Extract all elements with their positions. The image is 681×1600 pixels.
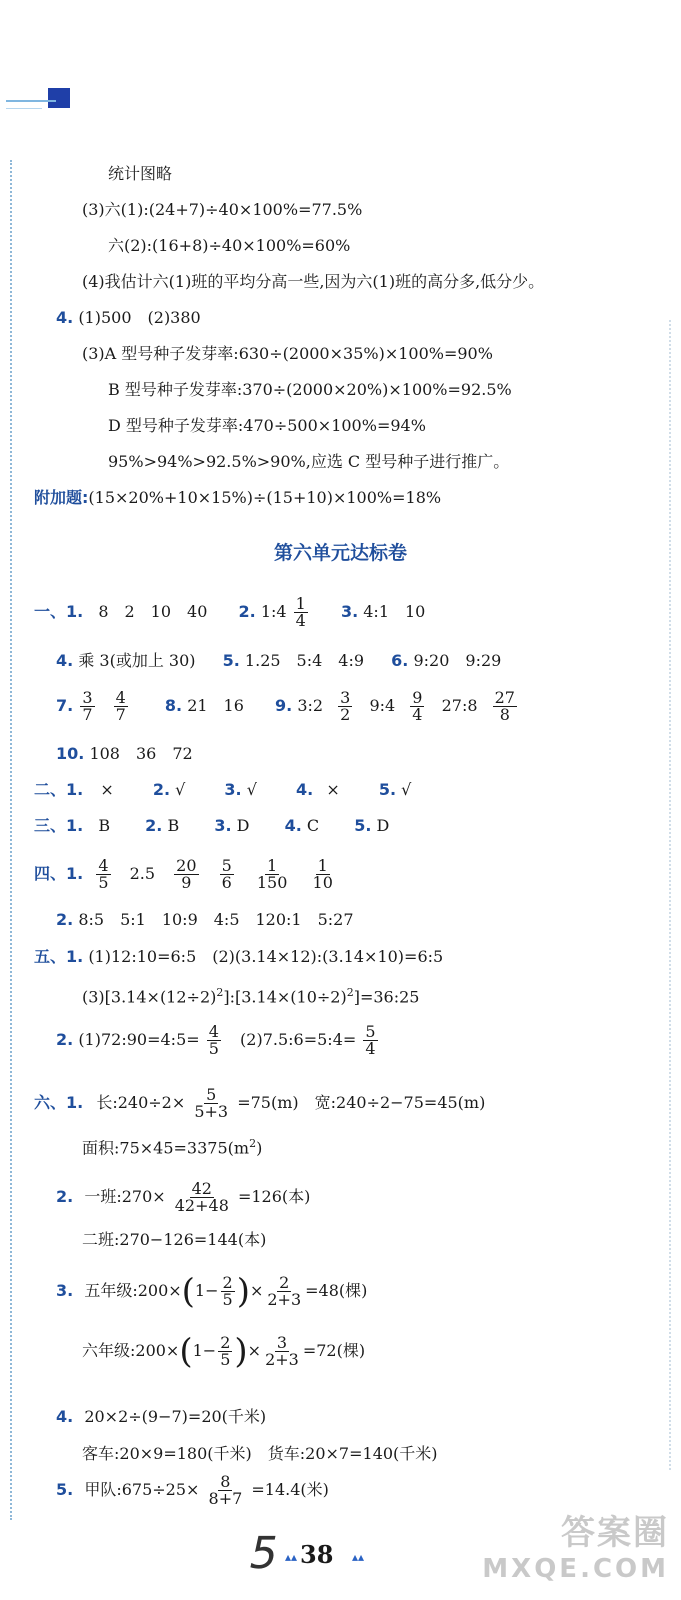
answer-text: 六年级:200×: [82, 1341, 180, 1360]
answer-text: √: [175, 780, 186, 799]
question-number: 3.: [340, 602, 359, 621]
answer-text: ×: [247, 1341, 262, 1360]
fraction: [221, 1275, 235, 1308]
numerator: 1: [267, 856, 278, 875]
answer-text: =14.4(米): [251, 1480, 329, 1499]
numerator: 1: [317, 856, 328, 875]
text-line: (4)我估计六(1)班的平均分高一些,因为六(1)班的高分多,低分少。: [82, 272, 545, 291]
fraction: [80, 690, 94, 723]
fraction: [218, 1335, 232, 1368]
left-paren: (: [181, 1271, 195, 1312]
question-number: 2.: [152, 780, 171, 799]
question-number: 2.: [56, 1187, 74, 1206]
watermark: [482, 1505, 669, 1584]
answer-row: [82, 1229, 266, 1251]
bonus-label: 附加题:: [34, 488, 89, 507]
denominator: 150: [256, 873, 288, 892]
denominator: 2: [340, 705, 351, 724]
fraction: [338, 690, 352, 723]
answer-text: 2.5: [129, 864, 156, 883]
fraction: [255, 858, 290, 891]
answer-text: (1)500 (2)380: [78, 308, 201, 327]
text-line: 统计图略: [108, 164, 173, 183]
denominator: 2+3: [267, 1290, 302, 1309]
text-line: B 型号种子发芽率:370÷(2000×20%)×100%=92.5%: [108, 380, 512, 399]
answer-row: [82, 1443, 438, 1465]
fraction: [173, 1181, 231, 1214]
answer-text: 1:4: [260, 602, 287, 621]
handwritten-mark: 5: [244, 1528, 284, 1579]
superscript: 2: [216, 986, 224, 999]
text-line: 六(2):(16+8)÷40×100%=60%: [108, 236, 351, 255]
fraction: [263, 1335, 301, 1368]
answer-text: =126(本): [237, 1187, 311, 1206]
answer-row: [34, 815, 389, 837]
answer-text: D: [376, 816, 390, 835]
question-number: 2.: [238, 602, 256, 621]
answer-row: [56, 1474, 329, 1507]
fraction: [96, 858, 110, 891]
bonus-row: [34, 487, 441, 509]
numerator: 3: [276, 1333, 288, 1352]
fraction: [265, 1275, 303, 1308]
question-number: 7.: [56, 696, 74, 715]
question-number: 5.: [378, 780, 397, 799]
numerator: 4: [208, 1022, 219, 1041]
answer-row: [82, 1133, 262, 1159]
watermark-logo: 答案圈: [561, 1513, 669, 1553]
denominator: 7: [82, 705, 93, 724]
answer-text: 乘 3(或加上 30): [78, 651, 196, 670]
page-number: 38: [300, 1540, 334, 1569]
answer-text: 长:240÷2×: [96, 1093, 186, 1112]
denominator: 42+48: [174, 1196, 229, 1215]
denominator: 10: [312, 873, 333, 892]
answer-text: ): [256, 1138, 263, 1158]
denominator: 6: [221, 873, 232, 892]
numerator: 3: [340, 688, 351, 707]
right-paren: ): [236, 1271, 250, 1312]
answer-row: [56, 1181, 310, 1214]
section-label: 四、1.: [34, 864, 84, 883]
section-label: 三、1.: [34, 816, 84, 835]
denominator: 7: [115, 705, 126, 724]
fraction: [192, 1087, 230, 1120]
numerator: 9: [412, 688, 423, 707]
answer-text: (2)7.5:6=5:4=: [240, 1030, 357, 1049]
numerator: 2: [220, 1333, 231, 1352]
fraction: [311, 858, 335, 891]
text-line: D 型号种子发芽率:470÷500×100%=94%: [108, 416, 426, 435]
numerator: 4: [98, 856, 109, 875]
superscript: 2: [249, 1137, 257, 1150]
decoration-icon: ▴▴: [352, 1550, 365, 1564]
answer-row: [34, 946, 443, 968]
section-title: 第六单元达标卷: [273, 542, 407, 564]
answer-row: [34, 596, 425, 629]
answer-row: [56, 909, 354, 931]
answer-text: √: [246, 780, 257, 799]
answer-text: =72(棵): [302, 1341, 366, 1360]
bonus-text: (15×20%+10×15%)÷(15+10)×100%=18%: [88, 488, 442, 507]
question-number: 4.: [56, 651, 74, 670]
question-number: 2.: [56, 1030, 74, 1049]
answer-text: ×: [326, 780, 340, 799]
answer-row: [56, 743, 193, 765]
question-number: 4.: [296, 780, 314, 799]
numerator: 3: [82, 688, 93, 707]
answer-text: 108 36 72: [89, 744, 193, 763]
answer-text: (3)[3.14×(12÷2): [82, 987, 217, 1007]
answer-text: 1−: [192, 1341, 217, 1360]
answer-text: 面积:75×45=3375(m: [82, 1138, 250, 1158]
answer-text: 20×2÷(9−7)=20(千米): [84, 1407, 267, 1426]
decoration-icon: ▴▴: [285, 1550, 298, 1564]
numerator: 2: [279, 1273, 290, 1292]
answer-text: 8 2 10 40: [98, 602, 208, 621]
denominator: 5+3: [194, 1102, 229, 1121]
denominator: 5: [208, 1039, 219, 1058]
fraction: [174, 858, 198, 891]
text-line: (3)A 型号种子发芽率:630÷(2000×35%)×100%=90%: [82, 344, 493, 363]
numerator: 20: [176, 856, 197, 875]
numerator: 8: [220, 1472, 231, 1491]
question-number: 3.: [224, 780, 242, 799]
answer-row: [56, 1271, 368, 1312]
left-dotted-border: [10, 160, 12, 1520]
answer-text: 一班:270×: [84, 1187, 166, 1206]
denominator: 5: [98, 873, 109, 892]
section-label: 二、1.: [34, 780, 84, 799]
corner-line-2: [6, 108, 42, 109]
fraction: [114, 690, 128, 723]
answer-text: 1.25 5:4 4:9: [244, 651, 365, 670]
denominator: 9: [181, 873, 192, 892]
numerator: 5: [221, 856, 232, 875]
section-label: 一、1.: [34, 602, 84, 621]
answer-text: 21 16: [187, 696, 244, 715]
question-number: 3.: [56, 1281, 74, 1300]
question-number: 6.: [391, 651, 409, 670]
answer-text: 甲队:675÷25×: [84, 1480, 200, 1499]
denominator: 4: [295, 611, 306, 630]
corner-decoration: [48, 88, 70, 108]
answer-text: 3:2: [297, 696, 324, 715]
answer-text: B: [167, 816, 180, 835]
answer-text: ×: [100, 780, 114, 799]
answer-text: 8:5 5:1 10:9 4:5 120:1 5:27: [78, 910, 354, 929]
denominator: 8+7: [208, 1489, 243, 1508]
question-number: 10.: [56, 744, 85, 763]
answer-text: C: [306, 816, 320, 835]
answer-text: 二班:270−126=144(本): [82, 1230, 267, 1249]
question-number: 5.: [56, 1480, 74, 1499]
answer-row: [56, 690, 519, 723]
question-number: 2.: [145, 816, 163, 835]
answer-row: [82, 982, 419, 1008]
answer-text: (1)12:10=6:5 (2)(3.14×12):(3.14×10)=6:5: [88, 947, 444, 966]
answer-row: [34, 779, 411, 801]
answer-text: D: [236, 816, 250, 835]
denominator: 4: [412, 705, 423, 724]
fraction: [207, 1474, 245, 1507]
question-number: 4.: [284, 816, 302, 835]
question-number: 2.: [56, 910, 74, 929]
section-label: 六、1.: [34, 1093, 84, 1112]
question-number: 3.: [214, 816, 232, 835]
answer-row: [82, 1331, 366, 1372]
numerator: 4: [115, 688, 126, 707]
fraction: [410, 690, 424, 723]
answer-text: ]=36:25: [353, 987, 420, 1007]
question-number: 5.: [222, 651, 240, 670]
numerator: 42: [191, 1179, 212, 1198]
left-paren: (: [179, 1331, 193, 1372]
answer-text: ]:[3.14×(10÷2): [223, 987, 347, 1007]
numerator: 27: [494, 688, 515, 707]
denominator: 2+3: [265, 1350, 299, 1369]
answer-row: [56, 1024, 380, 1057]
fraction: [220, 858, 234, 891]
answer-text: 9:20 9:29: [413, 651, 502, 670]
answer-text: =75(m) 宽:240÷2−75=45(m): [237, 1093, 486, 1112]
section-label: 五、1.: [34, 947, 84, 966]
corner-line: [6, 100, 56, 102]
fraction: [207, 1024, 221, 1057]
question-row: [56, 307, 201, 329]
answer-text: 27:8: [441, 696, 478, 715]
denominator: 8: [499, 705, 510, 724]
fraction: [493, 690, 517, 723]
text-line: (3)六(1):(24+7)÷40×100%=77.5%: [82, 200, 363, 219]
right-paren: ): [234, 1331, 248, 1372]
answer-row: [34, 858, 337, 891]
answer-text: 9:4: [369, 696, 396, 715]
question-number: 4.: [56, 308, 74, 327]
numerator: 5: [206, 1085, 217, 1104]
question-number: 5.: [354, 816, 372, 835]
numerator: 1: [295, 594, 306, 613]
answer-text: (1)72:90=4:5=: [78, 1030, 200, 1049]
denominator: 5: [220, 1350, 231, 1369]
question-number: 8.: [164, 696, 183, 715]
fraction: [294, 596, 308, 629]
answer-text: 五年级:200×: [84, 1281, 182, 1300]
answer-text: √: [401, 780, 412, 799]
answer-row: [56, 1406, 266, 1428]
text-line: 95%>94%>92.5%>90%,应选 C 型号种子进行推广。: [108, 452, 510, 471]
answer-text: =48(棵): [305, 1281, 368, 1300]
answer-text: B: [98, 816, 111, 835]
answer-text: 客车:20×9=180(千米) 货车:20×7=140(千米): [82, 1444, 438, 1463]
denominator: 4: [365, 1039, 376, 1058]
answer-text: 4:1 10: [363, 602, 426, 621]
watermark-url: MXQE.COM: [482, 1554, 669, 1584]
answer-text: 1−: [194, 1281, 219, 1300]
fraction: [363, 1024, 377, 1057]
superscript: 2: [346, 986, 354, 999]
answer-row: [56, 650, 501, 672]
denominator: 5: [222, 1290, 233, 1309]
answer-row: [34, 1087, 485, 1120]
right-dotted-border: [669, 320, 671, 1470]
numerator: 5: [365, 1022, 376, 1041]
answer-text: ×: [249, 1281, 264, 1300]
question-number: 4.: [56, 1407, 74, 1426]
question-number: 9.: [275, 696, 293, 715]
numerator: 2: [222, 1273, 233, 1292]
